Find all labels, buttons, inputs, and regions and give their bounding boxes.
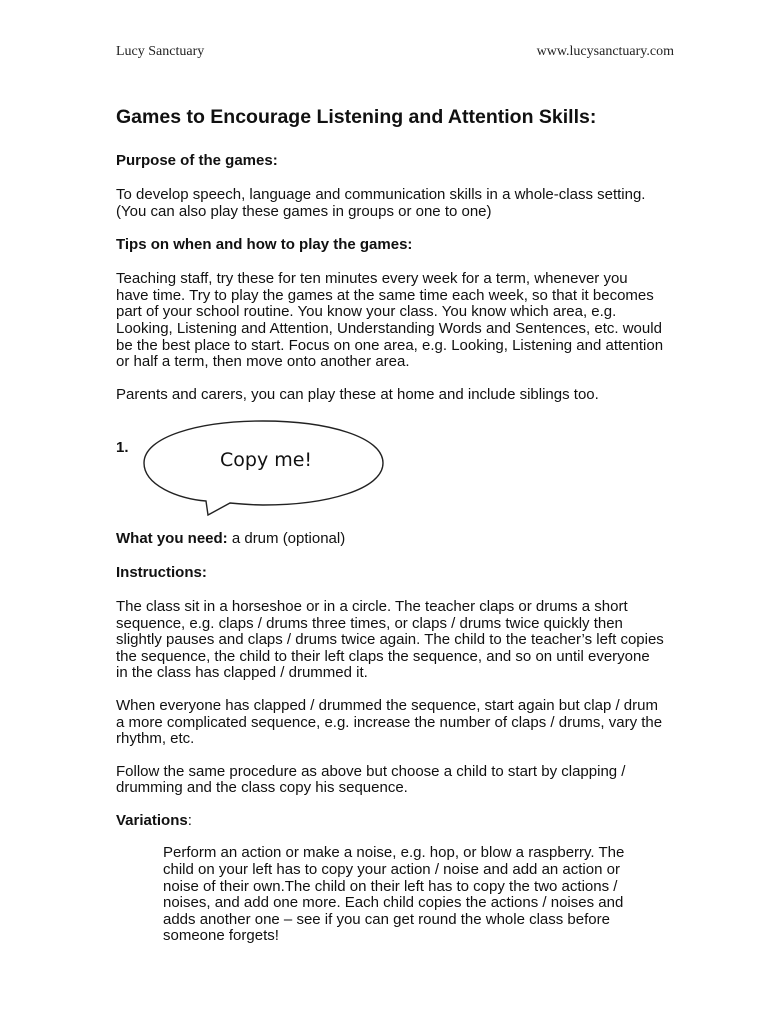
variations-text: Perform an action or make a noise, e.g. hop, or blow a raspberry. The child on your left has to copy your action / noise and add an action or noise of their own.The child on their left has to copy the two actions / noises, and add one more. Each child copies the actions / noises and adds another one – see if you can get round the whole class before someone forgets! — [163, 844, 625, 945]
what-you-need-value: a drum (optional) — [227, 530, 346, 548]
game-number: 1. — [116, 439, 129, 457]
variations-colon: : — [187, 811, 192, 829]
purpose-text: To develop speech, language and communication skills in a whole-class setting. (You can also play these games in groups or one to one) — [116, 186, 646, 220]
instructions-paragraph-1: The class sit in a horseshoe or in a circle. The teacher claps or drums a short sequence, e.g. claps / drums three times, or claps / drums twice quickly then slightly pauses and claps / drums twice again. The child to the teacher’s left copies the sequence, the child to their left claps the sequence, and so on until everyone in the class has clapped / drummed it. — [116, 597, 664, 682]
what-you-need — [116, 531, 664, 548]
instructions-paragraph-3: Follow the same procedure as above but choose a child to start by clapping / drumming and the class copy his sequence. — [116, 762, 626, 797]
variations-label: Variations — [116, 811, 188, 829]
instructions-heading: Instructions: — [116, 563, 207, 581]
document-body — [116, 104, 664, 961]
header-website: www.lucysanctuary.com — [536, 44, 674, 59]
running-header — [116, 44, 674, 60]
speech-bubble-text: Copy me! — [220, 449, 313, 472]
tips-heading: Tips on when and how to play the games: — [116, 236, 413, 254]
what-you-need-label: What you need: — [116, 530, 228, 548]
instructions-paragraph-2: When everyone has clapped / drummed the sequence, start again but clap / drum a more complicated sequence, e.g. increase the number of claps / drums, vary the rhythm, etc. — [116, 696, 663, 748]
variations-heading — [116, 813, 664, 830]
header-author: Lucy Sanctuary — [116, 44, 205, 59]
parents-text: Parents and carers, you can play these at home and include siblings too. — [116, 385, 599, 403]
purpose-heading: Purpose of the games: — [116, 152, 278, 169]
tips-text: Teaching staff, try these for ten minutes every week for a term, whenever you have time. Try to play the games at the same time each week, so that it becomes part of your school routine. You know your class. You know which area, e.g. Looking, Listening and Attention, Understanding Words and Sentences, etc. would be the best place to start. Focus on one area, e.g. Looking, Listening and attention or half a term, then move onto another area. — [116, 270, 664, 371]
game-1-header — [116, 419, 664, 523]
page-title: Games to Encourage Listening and Attention Skills: — [116, 106, 597, 128]
